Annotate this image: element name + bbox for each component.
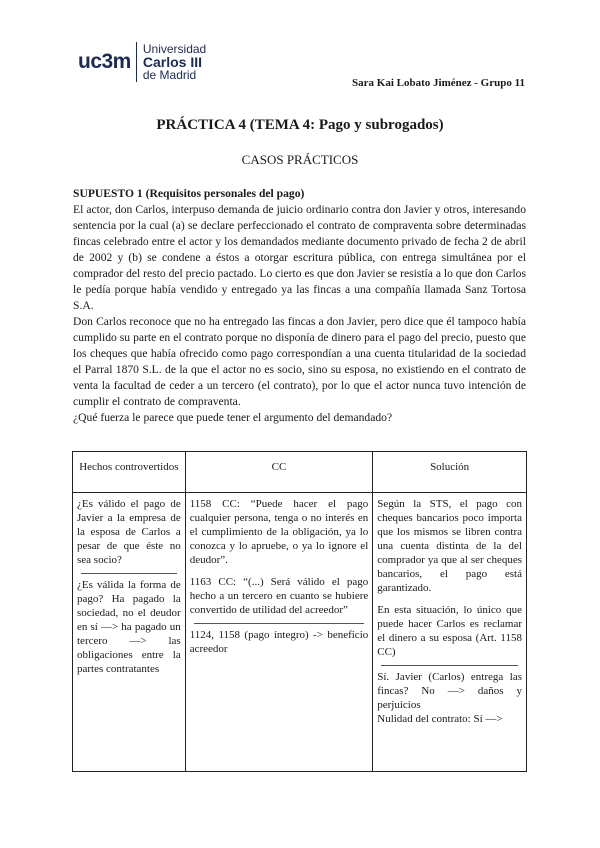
solution-cell — [373, 493, 527, 772]
logo-line-1: Universidad — [142, 42, 207, 56]
cc-item-3: 1124, 1158 (pago íntegro) -> beneficio acreedor — [189, 629, 369, 655]
header-facts: Hechos controvertidos — [73, 452, 186, 493]
facts-cell — [73, 493, 186, 772]
logo-divider — [136, 42, 137, 82]
logo-text — [143, 43, 206, 81]
solution-item-4: Nulidad del contrato: Sí —> — [377, 713, 503, 725]
case-paragraph-2: Don Carlos reconoce que no ha entregado las fincas a don Javier, pero dice que él tampoco había cumplido su parte en el contrato porque no disponía de dinero para el pago del precio, puesto que los cheques que había ofrecido como pago correspondían a una cuenta titularidad de la sociedad el Parral 1870 S.L. de la que el actor no es socio, sino su esposa, no existiendo en el contrato de venta la facultad de ceder a un tercero (el contrato), por lo que el actor nunca tuvo intención de cumplir el contrato de compraventa. — [73, 315, 526, 408]
fact-item-1: ¿Es válido el pago de Javier a la empresa de la esposa de Carlos a pesar de que éste no sea socio? — [77, 498, 181, 566]
case-heading: SUPUESTO 1 (Requisitos personales del pago) — [73, 187, 305, 200]
logo-line-2: Carlos III — [142, 54, 202, 70]
divider — [194, 623, 365, 624]
page-title: PRÁCTICA 4 (TEMA 4: Pago y subrogados) — [156, 117, 444, 133]
case-paragraph-1: El actor, don Carlos, interpuso demanda de juicio ordinario contra don Javier y otros, interesando sentencia por la cual (a) se declare perfeccionado el contrato de compraventa sobre determinadas fincas celebrado entre el actor y los demandados mediante documento privado de fecha 2 de abril de 2002 y (b) se condene a éstos a otorgar escritura pública, con entrega simultánea por el comprador del resto del precio pactado. Lo cierto es que don Javier se resistía a lo que don Carlos le pedía porque había vendido y entregado ya las fincas a una compañía llamada Sanz Tortosa S.A. — [73, 203, 526, 312]
analysis-table — [72, 451, 527, 772]
solution-item-1: Según la STS, el pago con cheques bancarios poco importa que los mismos se libren contra una cuenta distinta de la del comprador ya que al ser cheques bancarios, el pago está garantizado. — [377, 498, 522, 594]
university-logo — [78, 42, 206, 82]
cc-item-1: 1158 CC: “Puede hacer el pago cualquier persona, tenga o no interés en el cumplimiento de la obligación, ya lo conozca y lo apruebe, o ya lo ignore el deudor”. — [189, 498, 369, 566]
divider — [381, 665, 518, 666]
solution-item-3: Sí. Javier (Carlos) entrega las fincas? No —> daños y perjuicios — [377, 671, 522, 711]
solution-item-2: En esta situación, lo único que puede hacer Carlos es reclamar el dinero a su esposa (Art. 1158 CC) — [377, 604, 522, 658]
fact-item-2: ¿Es válida la forma de pago? Ha pagado la sociedad, no el deudor en sí —> ha pagado un tercero —> las obligaciones entre la partes contratantes — [77, 579, 181, 675]
page-subtitle: CASOS PRÁCTICOS — [241, 152, 359, 167]
author-line: Sara Kai Lobato Jiménez - Grupo 11 — [352, 77, 525, 89]
header-solution: Solución — [373, 452, 527, 493]
case-body — [73, 186, 526, 426]
cc-item-2: 1163 CC: “(...) Será válido el pago hecho a un tercero en cuanto se hubiere convertido de utilidad del acreedor” — [189, 576, 369, 616]
logo-mark: uc3m — [78, 50, 131, 73]
cc-cell — [185, 493, 373, 772]
table-header-row — [73, 452, 527, 493]
divider — [81, 573, 177, 574]
logo-line-3: de Madrid — [142, 68, 197, 82]
case-question: ¿Qué fuerza le parece que puede tener el argumento del demandado? — [73, 411, 393, 424]
table-row — [73, 493, 527, 772]
header-cc: CC — [185, 452, 373, 493]
